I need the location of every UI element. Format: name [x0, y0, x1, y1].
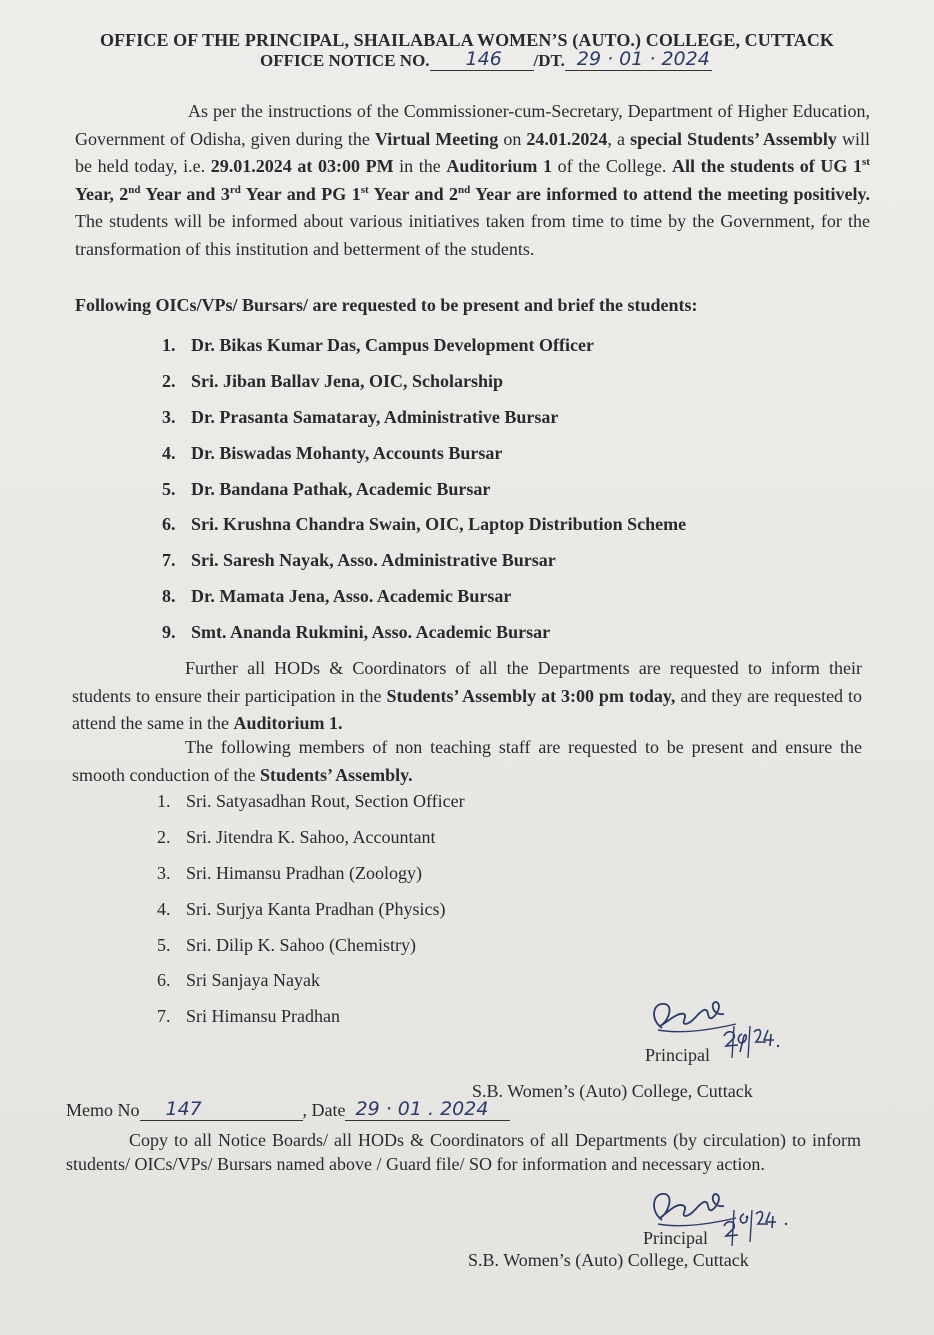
p1-bold: Auditorium 1 [446, 156, 553, 176]
list-item: 4. Sri. Surjya Kanta Pradhan (Physics) [157, 898, 446, 919]
office-title: OFFICE OF THE PRINCIPAL, SHAILABALA WOMEN’S (AUTO.) COLLEGE, CUTTACK [99, 30, 835, 50]
p1-text: in the [393, 156, 447, 176]
memo-date-blank [345, 1098, 510, 1121]
notice-number-handwritten: 146 [465, 48, 502, 70]
list-item: 1. Dr. Bikas Kumar Das, Campus Development Officer [162, 335, 594, 355]
memo-line [66, 1100, 510, 1121]
list-item: 3. Dr. Prasanta Samataray, Administrative Bursar [162, 406, 559, 427]
signature-2-org: S.B. Women’s (Auto) College, Cuttack [468, 1250, 749, 1270]
officers-list [162, 328, 686, 651]
memo-date-prefix: , Date [302, 1100, 346, 1120]
list-item: 9. Smt. Ananda Rukmini, Asso. Academic Bursar [162, 622, 551, 643]
list-item: 5. Dr. Bandana Pathak, Academic Bursar [162, 478, 491, 499]
list-item: 7. Sri. Saresh Nayak, Asso. Administrative Bursar [162, 550, 556, 571]
list-item: 4. Dr. Biswadas Mohanty, Accounts Bursar [162, 442, 503, 463]
p1-bold: special Students’ Assembly [630, 128, 837, 149]
memo-date-handwritten: 29 · 01 . 2024 [355, 1098, 489, 1120]
list-item: 5. Sri. Dilip K. Sahoo (Chemistry) [157, 934, 416, 955]
p1-text: As per the instructions of the Commissioner-cum-Secretary, Department of Higher Education, Government of Odisha, given during the [75, 101, 870, 149]
signature-1-org: S.B. Women’s (Auto) College, Cuttack [472, 1081, 753, 1101]
staff-list [157, 784, 465, 1035]
notice-number-blank [430, 48, 534, 71]
p1-bold: 29.01.2024 at 03:00 PM [210, 156, 394, 176]
paragraph-staff: The following members of non teaching staff are requested to be present and ensure the smooth conduction of the Students’ Assembly. [72, 737, 862, 785]
memo-number-handwritten: 147 [165, 1098, 202, 1120]
notice-date-handwritten: 29 · 01 · 2024 [576, 48, 710, 70]
memo-number-blank [140, 1098, 303, 1121]
signature-2-title: Principal [643, 1228, 708, 1248]
p1-text: of the College. [552, 156, 672, 176]
list-item: 2. Sri. Jiban Ballav Jena, OIC, Scholarship [162, 370, 504, 391]
list-item: 3. Sri. Himansu Pradhan (Zoology) [157, 862, 422, 883]
list-item: 7. Sri Himansu Pradhan [157, 1006, 340, 1027]
signature-1-title: Principal [645, 1045, 710, 1065]
list-item: 6. Sri. Krushna Chandra Swain, OIC, Laptop Distribution Scheme [162, 514, 687, 535]
p1-text: , a [607, 128, 631, 149]
list-item: 1. Sri. Satyasadhan Rout, Section Officer [157, 791, 465, 811]
p1-bold-students: All the students of UG 1st Year, 2nd Year and 3rd Year and PG 1st Year and 2nd Year are informed to attend the meeting positively. [75, 156, 871, 204]
p1-text: The students will be informed about various initiatives taken from time to time by the Government, for the transformation of this institution and betterment of the students. [75, 211, 870, 259]
p1-bold: Virtual Meeting [374, 128, 499, 149]
paragraph-hods: Further all HODs & Coordinators of all the Departments are requested to inform their students to ensure their participation in the Students’ Assembly at 3:00 pm today, and they are requested to attend the same in the Auditorium 1. [72, 658, 862, 733]
list-item: 6. Sri Sanjaya Nayak [157, 970, 320, 991]
memo-prefix: Memo No [66, 1100, 140, 1120]
officers-heading: Following OICs/VPs/ Bursars/ are requested to be present and brief the students: [75, 295, 698, 315]
list-item: 2. Sri. Jitendra K. Sahoo, Accountant [157, 826, 436, 847]
paragraph-copy-to: Copy to all Notice Boards/ all HODs & Coordinators of all Departments (by circulation) to inform students/ OICs/VPs/ Bursars named above / Guard file/ SO for information and necessary action. [66, 1130, 861, 1174]
notice-prefix: OFFICE NOTICE NO. [260, 51, 430, 70]
notice-number-line [260, 48, 712, 71]
paragraph-instructions [75, 98, 870, 263]
p1-text: on [498, 128, 527, 149]
list-item: 8. Dr. Mamata Jena, Asso. Academic Bursar [162, 586, 512, 607]
p1-bold: 24.01.2024 [526, 128, 608, 149]
p1-text: will be held today, i.e. [75, 128, 870, 176]
notice-date-blank [565, 48, 712, 71]
date-prefix: /DT. [533, 51, 565, 70]
